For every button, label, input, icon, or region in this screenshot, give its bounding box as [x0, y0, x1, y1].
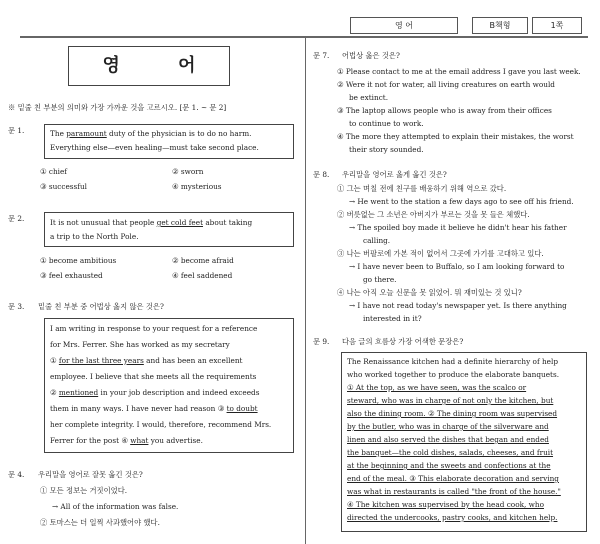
q3-underline-1: for the last three years	[58, 356, 144, 365]
subject-label: 영 어	[350, 17, 458, 34]
column-divider	[305, 38, 306, 544]
q1-choice-3[interactable]: ③ successful	[40, 182, 88, 191]
q1-number: 문 1.	[8, 126, 25, 135]
q2-choice-3[interactable]: ③ feel exhausted	[40, 271, 103, 280]
q4-item-2[interactable]: ② 토마스는 더 일찍 사과했어야 했다.	[40, 518, 160, 527]
q9-line-11: was what in restaurants is called "the front of the house."	[347, 487, 561, 496]
q4-prompt: 우리말을 영어로 잘못 옮긴 것은?	[38, 470, 143, 479]
q2-choice-4[interactable]: ④ feel saddened	[172, 271, 233, 280]
q8-item-3-cont: go there.	[363, 275, 397, 284]
q9-number: 문 9.	[313, 337, 330, 346]
q1-underlined-word: paramount	[66, 129, 107, 138]
q9-line-8: the banquet—the cold dishes, salads, cheeses, and fruit	[347, 448, 554, 457]
q8-item-1[interactable]: ① 그는 며칠 전에 친구를 배웅하기 위해 역으로 갔다.	[337, 184, 507, 193]
q3-line-3: ① for the last three years and has been an excellent	[50, 356, 243, 365]
q3-line-1: I am writing in response to your request for a reference	[50, 324, 258, 333]
q7-item-4[interactable]: ④ The more they attempted to explain their mistakes, the worst	[337, 132, 574, 141]
q8-item-1-translation: → He went to the station a few days ago to see off his friend.	[349, 197, 574, 206]
q8-item-4-translation: → I have not read today's newspaper yet. Is there anything	[349, 301, 567, 310]
q2-choice-1[interactable]: ① become ambitious	[40, 256, 117, 265]
q1-choice-4[interactable]: ④ mysterious	[172, 182, 222, 191]
q7-prompt: 어법상 옳은 것은?	[342, 51, 400, 60]
q9-line-4: steward, who was in charge of not only the kitchen, but	[347, 396, 554, 405]
q4-number: 문 4.	[8, 470, 25, 479]
q3-prompt: 밑줄 친 부분 중 어법상 옳지 않은 것은?	[38, 302, 164, 311]
q7-item-3[interactable]: ③ The laptop allows people who is away from their offices	[337, 106, 552, 115]
page-label: 1쪽	[532, 17, 582, 34]
q9-prompt: 다음 글의 흐름상 가장 어색한 문장은?	[342, 337, 464, 346]
q9-line-7: linen and also served the dishes that began and ended	[347, 435, 549, 444]
header-rule	[20, 36, 588, 38]
q3-line-4: employee. I believe that she meets all the requirements	[50, 372, 257, 381]
q9-line-12: ④ The kitchen was supervised by the head cook, who	[347, 500, 544, 509]
q9-line-3: ① At the top, as we have seen, was the scalco or	[347, 383, 527, 392]
q3-line-5: ② mentioned in your job description and indeed exceeds	[50, 388, 260, 397]
q3-underline-2: mentioned	[58, 388, 99, 397]
form-label: B책형	[472, 17, 528, 34]
q4-item-1[interactable]: ① 모든 정보는 거짓이었다.	[40, 486, 128, 495]
q8-item-3[interactable]: ③ 나는 버팔로에 가본 적이 없어서 그곳에 가기를 고대하고 있다.	[337, 249, 544, 258]
page-title: 영 어	[68, 46, 230, 86]
q7-item-4-cont: their story sounded.	[349, 145, 424, 154]
q8-number: 문 8.	[313, 170, 330, 179]
q8-item-2-cont: calling.	[363, 236, 391, 245]
q3-underline-3: to doubt	[226, 404, 258, 413]
q7-item-2-cont: be extinct.	[349, 93, 389, 102]
q4-item-1-translation: → All of the information was false.	[52, 502, 179, 511]
q7-item-2[interactable]: ② Were it not for water, all living creatures on earth would	[337, 80, 555, 89]
q7-item-1[interactable]: ① Please contact to me at the email address I gave you last week.	[337, 67, 581, 76]
q3-underline-4: what	[130, 436, 149, 445]
q1-choice-1[interactable]: ① chief	[40, 167, 67, 176]
q9-line-1: The Renaissance kitchen had a definite hierarchy of help	[347, 357, 558, 366]
q2-underlined-phrase: get cold feet	[156, 218, 204, 227]
q9-line-6: by the butler, who was in charge of the silverware and	[347, 422, 549, 431]
q1-stem-line2: Everything else—even healing—must take second place.	[50, 143, 259, 152]
q2-stem-line1: It is not unusual that people get cold feet about taking	[50, 218, 253, 227]
q7-item-3-cont: to continue to work.	[349, 119, 424, 128]
q1-stem-line1: The paramount duty of the physician is to do no harm.	[50, 129, 252, 138]
q7-number: 문 7.	[313, 51, 330, 60]
q3-line-2: for Mrs. Ferrer. She has worked as my secretary	[50, 340, 230, 349]
q9-line-9: at the beginning and the sweets and confections at the	[347, 461, 551, 470]
q3-line-7: her complete integrity. I would, therefore, recommend Mrs.	[50, 420, 272, 429]
instruction: ※ 밑줄 친 부분의 의미와 가장 가까운 것을 고르시오. [문 1. ~ 문 2]	[8, 103, 227, 112]
q9-line-5: also the dining room. ② The dining room was supervised	[347, 409, 558, 418]
q8-item-2[interactable]: ② 버릇없는 그 소년은 아버지가 부르는 것을 못 들은 체했다.	[337, 210, 530, 219]
q3-passage-box	[44, 318, 294, 453]
q9-line-13: directed the undercooks, pastry cooks, and kitchen help.	[347, 513, 558, 522]
q8-prompt: 우리말을 영어로 옳게 옮긴 것은?	[342, 170, 447, 179]
q2-number: 문 2.	[8, 214, 25, 223]
q3-number: 문 3.	[8, 302, 25, 311]
q3-line-8: Ferrer for the post ④ what you advertise.	[50, 436, 203, 445]
q1-choice-2[interactable]: ② sworn	[172, 167, 204, 176]
q8-item-4-cont: interested in it?	[363, 314, 422, 323]
q9-line-10: end of the meal. ③ This elaborate decoration and serving	[347, 474, 559, 483]
q2-stem-line2: a trip to the North Pole.	[50, 232, 139, 241]
q8-item-4[interactable]: ④ 나는 아직 오늘 신문을 못 읽었어. 뭐 재미있는 것 있니?	[337, 288, 522, 297]
q3-line-6: them in many ways. I have never had reason ③ to doubt	[50, 404, 258, 413]
q2-choice-2[interactable]: ② become afraid	[172, 256, 234, 265]
q8-item-3-translation: → I have never been to Buffalo, so I am looking forward to	[349, 262, 565, 271]
q8-item-2-translation: → The spoiled boy made it believe he didn't hear his father	[349, 223, 567, 232]
q9-line-2: who worked together to produce the elaborate banquets.	[347, 370, 560, 379]
